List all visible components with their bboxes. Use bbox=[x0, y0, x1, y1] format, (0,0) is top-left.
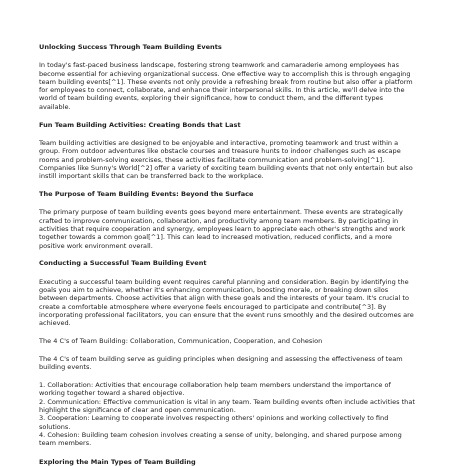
document-title: Unlocking Success Through Team Building Events bbox=[39, 43, 222, 51]
section-heading-main-types: Exploring the Main Types of Team Building bbox=[39, 457, 196, 466]
section-body-conducting: Executing a successful team building event requires careful planning and consideration. Begin by identifying the goals you aim to achieve, whether it's enhancing communication, boosting morale, or breaking down silos between departments. Choose activities that align with these goals and the interests of your team. It's crucial to create a comfortable atmosphere where everyone feels encouraged to participate and contribute[^3]. By incorporating professional facilitators, you can ensure that the event runs smoothly and the desired outcomes are achieved. bbox=[39, 277, 414, 328]
four-cs-list bbox=[39, 381, 415, 447]
section-heading-four-cs: The 4 C's of Team Building: Collaboration, Communication, Cooperation, and Cohesion bbox=[39, 337, 323, 346]
four-cs-intro: The 4 C's of team building serve as guiding principles when designing and assessing the effectiveness of team building events. bbox=[39, 354, 403, 372]
list-item-cooperation: 3. Cooperation: Learning to cooperate involves respecting others' opinions and working collectively to find solutions. bbox=[39, 414, 389, 431]
section-heading-conducting: Conducting a Successful Team Building Event bbox=[39, 259, 207, 268]
section-body-fun-activities: Team building activities are designed to be enjoyable and interactive, promoting teamwork and trust within a group. From outdoor adventures like obstacle courses and treasure hunts to indoor challenges such as escape rooms and problem-solving exercises, these activities facilitate communication and problem-solving[^1]. Companies like Sunny's World[^2] offer a variety of exciting team building events that not only entertain but also instill important skills that can be transferred back to the workplace. bbox=[39, 138, 413, 181]
list-item-communication: 2. Communication: Effective communication is vital in any team. Team building events often include activities that highlight the significance of clear and open communication. bbox=[39, 397, 415, 415]
list-item-cohesion: 4. Cohesion: Building team cohesion involves creating a sense of unity, belonging, and shared purpose among team members. bbox=[39, 430, 402, 448]
section-body-purpose: The primary purpose of team building events goes beyond mere entertainment. These events are strategically crafted to improve communication, collaboration, and productivity among team members. By participating in activities that require cooperation and synergy, employees learn to appreciate each other's strengths and work together towards a common goal[^1]. This can lead to increased motivation, reduced conflicts, and a more positive work environment overall. bbox=[39, 208, 406, 250]
section-heading-fun-activities: Fun Team Building Activities: Creating Bonds that Last bbox=[39, 120, 241, 129]
section-heading-purpose: The Purpose of Team Building Events: Beyond the Surface bbox=[39, 190, 254, 199]
list-item-collaboration: 1. Collaboration: Activities that encourage collaboration help team members understand the importance of working together toward a shared objective. bbox=[39, 381, 391, 398]
intro-paragraph: In today's fast-paced business landscape, fostering strong teamwork and camaraderie among employees has become essential for achieving organizational success. One effective way to accomplish this is through engaging team building events[^1]. These events not only provide a refreshing break from routine but also offer a platform for employees to connect, collaborate, and enhance their interpersonal skills. In this article, we'll delve into the world of team building events, exploring their significance, how to conduct them, and the different types available. bbox=[39, 61, 413, 111]
